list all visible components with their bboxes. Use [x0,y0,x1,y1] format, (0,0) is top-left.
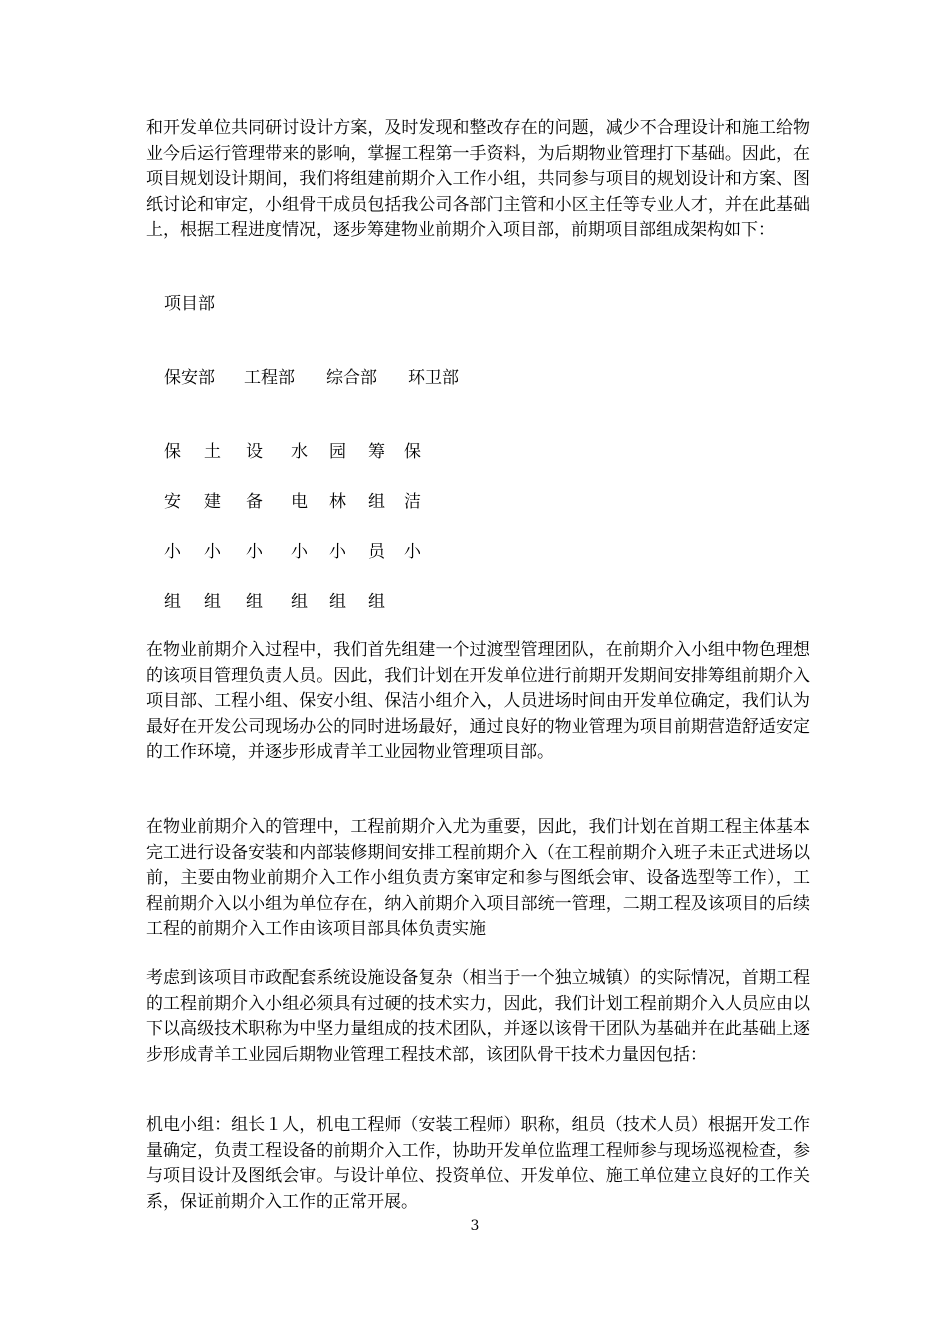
org-chart-group-cell: 设 [246,442,263,462]
org-chart-group-cell: 保 [164,442,181,462]
org-chart-group-cell: 建 [204,492,221,512]
org-chart-group-cell: 园 [329,442,346,462]
page-number: 3 [470,1218,480,1234]
org-chart-group-cell: 水 [291,442,308,462]
org-chart-group-cell: 备 [246,492,263,512]
org-chart-dept-general: 综合部 [326,368,377,388]
org-chart-dept-sanitation: 环卫部 [408,368,459,388]
org-chart-top-node [164,292,215,317]
paragraph-mechanical-electrical-group: 机电小组：组长１人，机电工程师（安装工程师）职称，组员（技术人员）根据开发工作量确定，负责工程设备的前期介入工作，协助开发单位监理工程师参与现场巡视检查，参与项目设计及图纸会审。与设计单位、投资单位、开发单位、施工单位建立良好的工作关系，保证前期介入工作的正常开展。 [146,1115,810,1212]
org-chart-group-cell: 林 [329,492,346,512]
org-chart-group-cell: 小 [329,542,346,562]
org-chart-project-dept: 项目部 [164,294,215,314]
org-chart-group-cell: 小 [246,542,263,562]
org-chart-group-cell: 员 [368,542,385,562]
org-chart-dept-engineering: 工程部 [244,368,295,388]
paragraph-transition-team: 在物业前期介入过程中，我们首先组建一个过渡型管理团队，在前期介入小组中物色理想的该项目管理负责人员。因此，我们计划在开发单位进行前期开发期间安排筹组前期介入项目部、工程小组、保安小组、保洁小组介入，人员进场时间由开发单位确定，我们认为最好在开发公司现场办公的同时进场最好，通过良好的物业管理为项目前期营造舒适安定的工作环境，并逐步形成青羊工业园物业管理项目部。 [146,640,810,762]
org-chart-group-cell: 组 [368,492,385,512]
org-chart-group-cell: 组 [291,592,308,612]
org-chart-group-cell: 安 [164,492,181,512]
org-chart-group-cell: 小 [204,542,221,562]
org-chart-group-cell: 洁 [404,492,421,512]
org-chart-group-cell: 组 [164,592,181,612]
org-chart-dept-security: 保安部 [164,368,215,388]
org-chart-group-cell: 组 [204,592,221,612]
org-chart-group-cell: 小 [164,542,181,562]
org-chart-group-cell: 土 [204,442,221,462]
org-chart-group-cell: 小 [404,542,421,562]
paragraph-technical-team: 考虑到该项目市政配套系统设施设备复杂（相当于一个独立城镇）的实际情况，首期工程的工程前期介入小组必须具有过硬的技术实力，因此，我们计划工程前期介入人员应由以下以高级技术职称为中坚力量组成的技术团队，并逐以该骨干团队为基础并在此基础上逐步形成青羊工业园后期物业管理工程技术部，该团队骨干技术力量因包括： [146,968,810,1065]
paragraph-intro: 和开发单位共同研讨设计方案，及时发现和整改存在的问题，减少不合理设计和施工给物业今后运行管理带来的影响，掌握工程第一手资料，为后期物业管理打下基础。因此，在项目规划设计期间，我们将组建前期介入工作小组，共同参与项目的规划设计和方案、图纸讨论和审定，小组骨干成员包括我公司各部门主管和小区主任等专业人才，并在此基础上，根据工程进度情况，逐步筹建物业前期介入项目部，前期项目部组成架构如下： [146,118,810,240]
org-chart-group-cell: 电 [291,492,308,512]
org-chart-group-cell: 小 [291,542,308,562]
org-chart-group-cell: 组 [368,592,385,612]
org-chart-group-cell: 组 [246,592,263,612]
org-chart-group-cell: 保 [404,442,421,462]
org-chart-group-cell: 组 [329,592,346,612]
org-chart-group-cell: 筹 [368,442,385,462]
paragraph-engineering-intervention: 在物业前期介入的管理中，工程前期介入尤为重要，因此，我们计划在首期工程主体基本完工进行设备安装和内部装修期间安排工程前期介入（在工程前期介入班子未正式进场以前，主要由物业前期介入工作小组负责方案审定和参与图纸会审、设备选型等工作），工程前期介入以小组为单位存在，纳入前期介入项目部统一管理，二期工程及该项目的后续工程的前期介入工作由该项目部具体负责实施 [146,817,810,939]
